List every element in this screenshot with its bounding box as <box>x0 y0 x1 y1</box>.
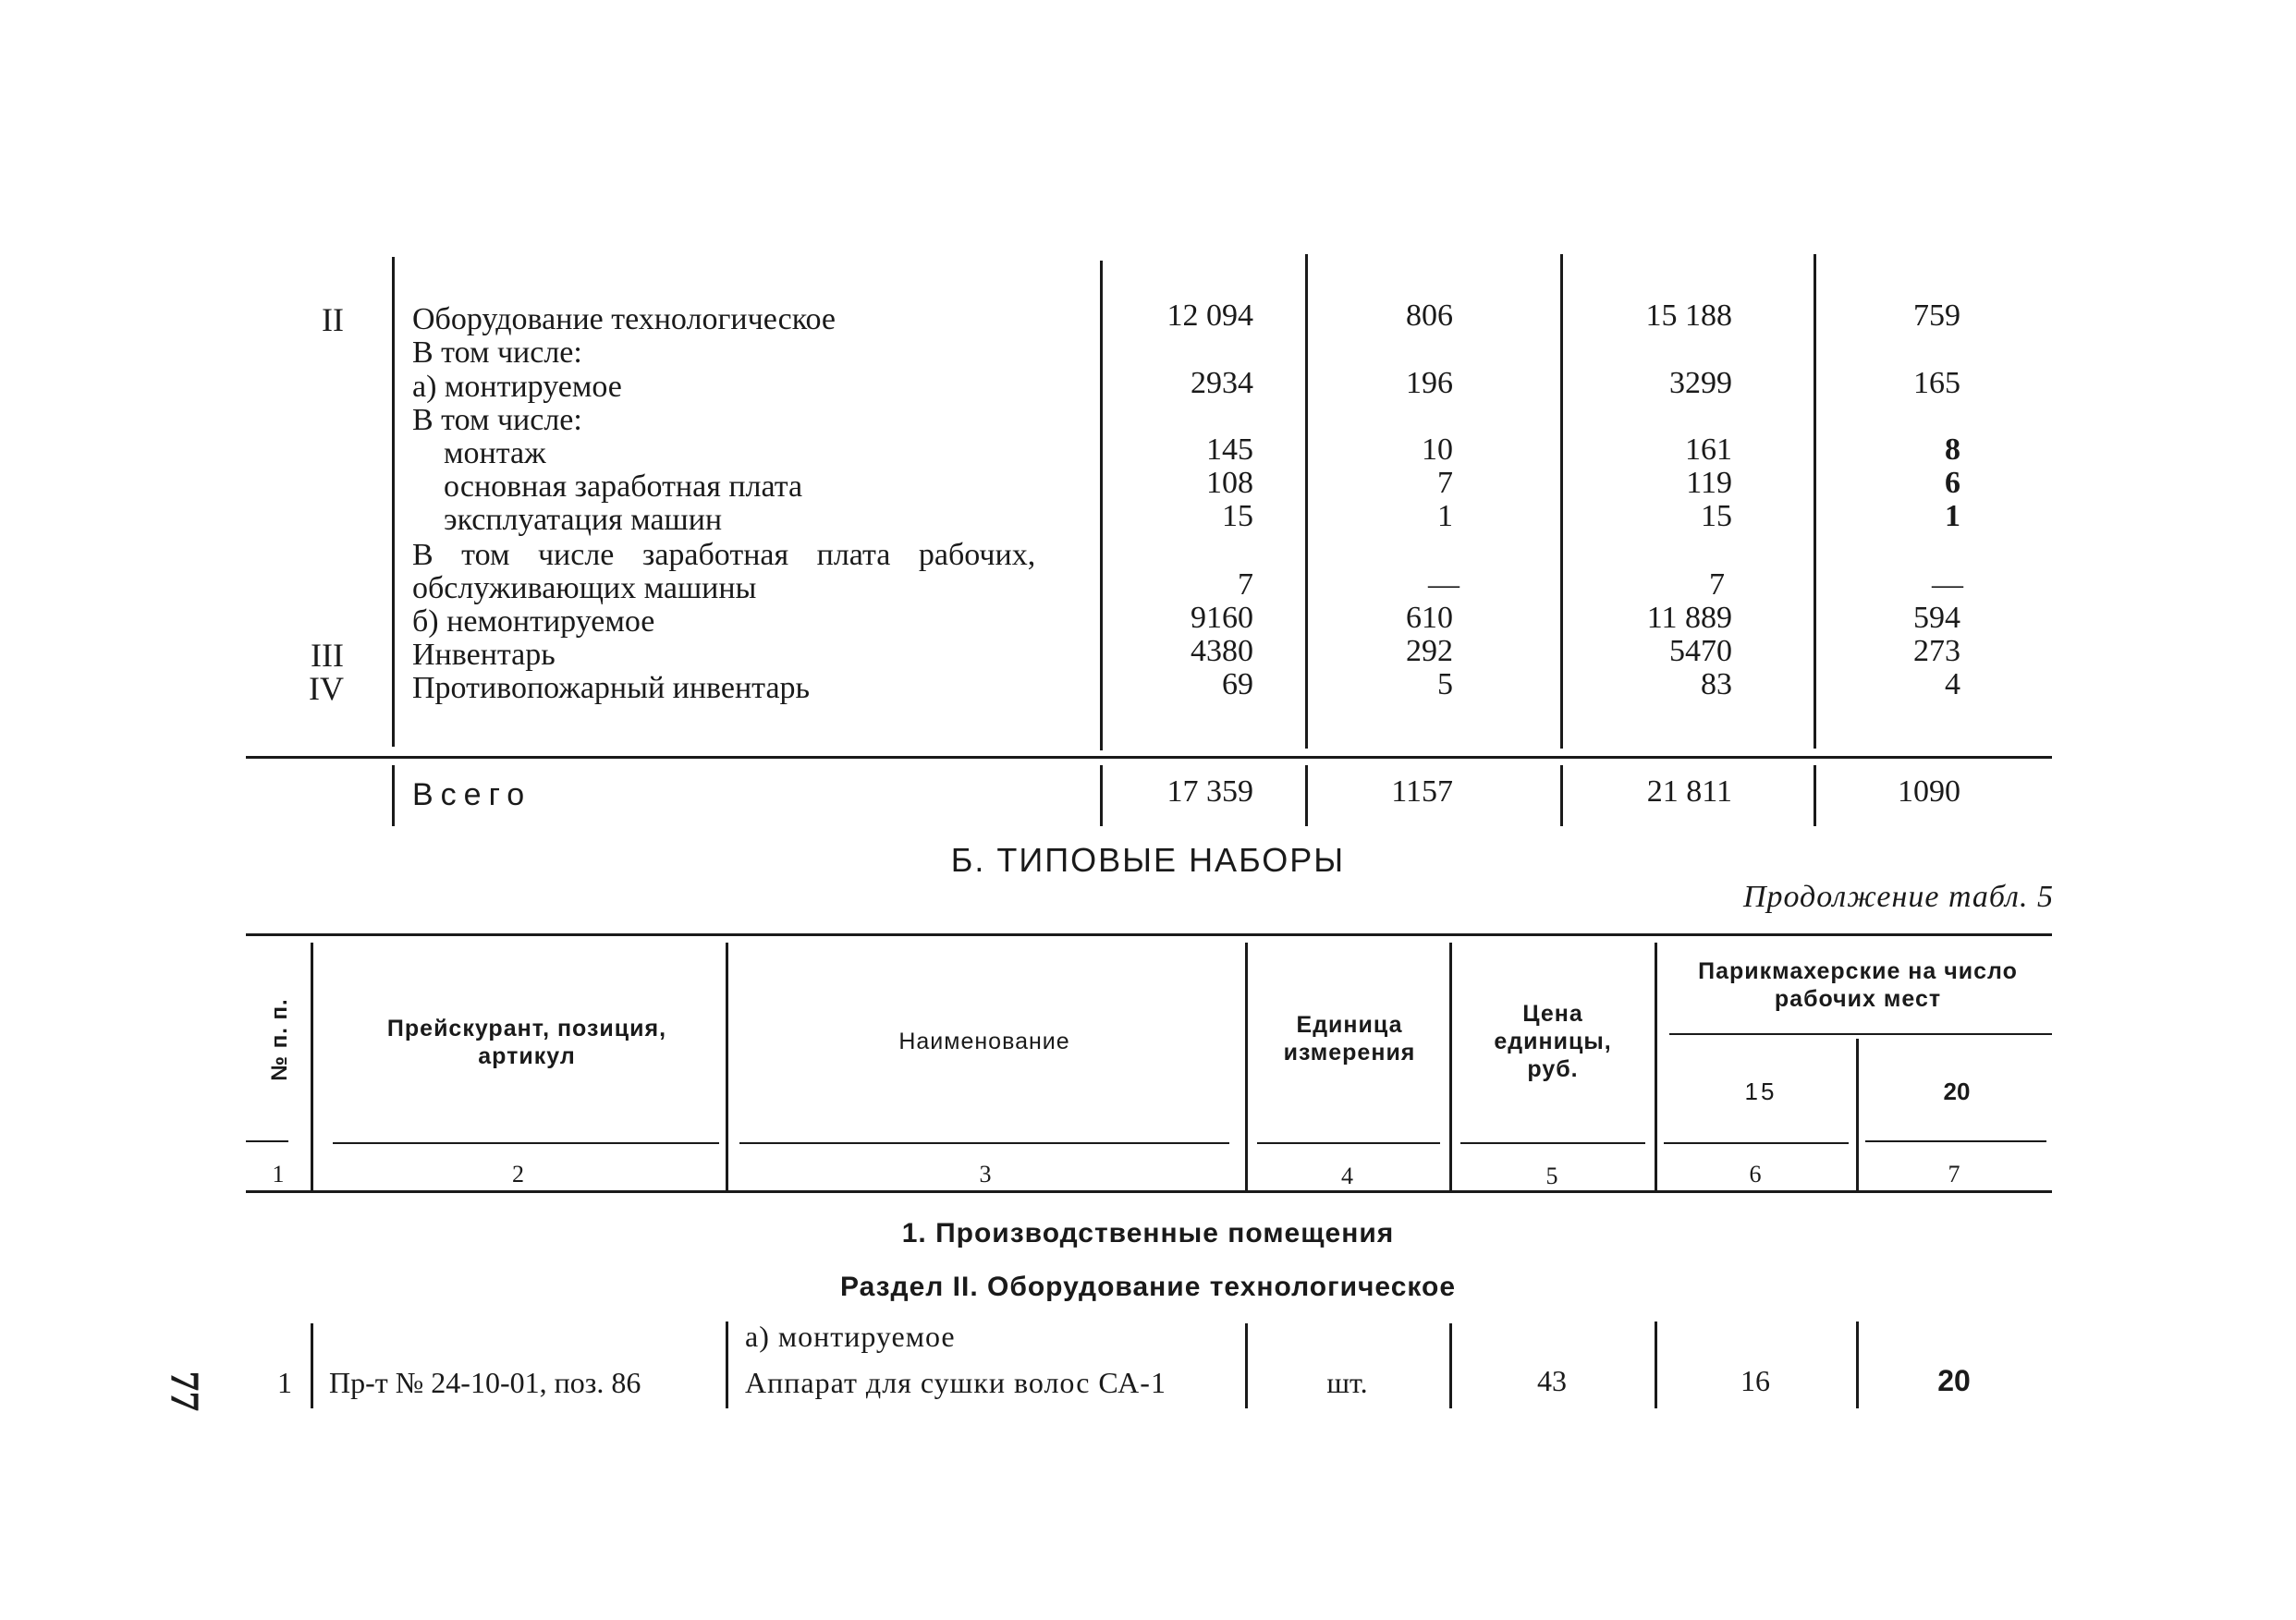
total-value-c4: 1090 <box>1898 774 1960 809</box>
row-label: основная заработная плата <box>444 469 803 504</box>
summary-vline-c3 <box>1560 254 1563 749</box>
row-label: Оборудование технологическое <box>412 302 837 336</box>
column-number: 2 <box>512 1161 524 1188</box>
item-vline-2 <box>726 1322 728 1408</box>
header-bottom-rule <box>246 1190 2052 1193</box>
row-value-c2: 7 <box>1437 466 1453 500</box>
row-value-c4: 6 <box>1945 466 1960 500</box>
row-value-c4: 273 <box>1913 634 1960 668</box>
header-inner-rule <box>1257 1142 1440 1144</box>
row-value-c3: 3299 <box>1669 366 1732 400</box>
item-qty-15: 16 <box>1740 1364 1770 1397</box>
row-label: монтаж <box>444 436 546 470</box>
summary-vline-c4 <box>1814 254 1816 749</box>
header-vline-2 <box>726 943 728 1190</box>
row-num: II <box>322 301 344 338</box>
row-value-c2: 10 <box>1422 432 1453 467</box>
row-value-c2: 610 <box>1406 601 1453 635</box>
row-value-c4: — <box>1932 567 1963 602</box>
subsection-heading: Раздел II. Оборудование технологическое <box>839 1272 1457 1302</box>
header-inner-rule <box>246 1140 288 1142</box>
total-vline-c4 <box>1814 765 1816 826</box>
column-number: 4 <box>1341 1163 1353 1189</box>
row-num: III <box>311 637 344 674</box>
row-value-c3: 11 889 <box>1646 601 1732 635</box>
row-value-c1: 108 <box>1206 466 1253 500</box>
header-group: Парикмахерские на число рабочих мест <box>1698 958 2018 1012</box>
row-value-c3: 7 <box>1709 567 1725 602</box>
row-label: Инвентарь <box>412 638 556 672</box>
row-label: В том числе заработная плата рабочих, <box>412 538 1036 572</box>
row-value-c2: 1 <box>1437 499 1453 533</box>
row-value-c1: 4380 <box>1191 634 1253 668</box>
header-top-rule <box>246 933 2052 936</box>
total-value-c3: 21 811 <box>1646 774 1732 809</box>
row-value-c1: 69 <box>1222 667 1253 701</box>
row-value-c2: 292 <box>1406 634 1453 668</box>
row-value-c3: 5470 <box>1669 634 1732 668</box>
item-name: Аппарат для сушки волос СА-1 <box>745 1366 1166 1399</box>
row-value-c3: 161 <box>1685 432 1732 467</box>
row-value-c3: 15 <box>1701 499 1732 533</box>
item-qty-20: 20 <box>1937 1364 1971 1397</box>
row-label: Противопожарный инвентарь <box>412 671 811 705</box>
header-inner-rule <box>739 1142 1229 1144</box>
row-value-c3: 119 <box>1686 466 1732 500</box>
row-num: IV <box>309 670 344 707</box>
group-rule <box>1669 1033 2052 1035</box>
row-value-c4: 4 <box>1945 667 1960 701</box>
row-value-c1: 2934 <box>1191 366 1253 400</box>
total-vline-c2 <box>1305 765 1308 826</box>
item-number: 1 <box>277 1366 292 1399</box>
total-vline-c3 <box>1560 765 1563 826</box>
row-value-c1: 15 <box>1222 499 1253 533</box>
header-col1: № п. п. <box>267 998 292 1081</box>
row-value-c1: 145 <box>1206 432 1253 467</box>
item-unit: шт. <box>1326 1366 1368 1399</box>
row-value-c1: 7 <box>1238 567 1253 602</box>
row-value-c4: 759 <box>1913 298 1960 333</box>
header-col5: Цена единицы, руб. <box>1494 1001 1612 1082</box>
total-label: Всего <box>412 777 532 812</box>
total-divider <box>246 756 2052 759</box>
row-value-c3: 83 <box>1701 667 1732 701</box>
header-col2: Прейскурант, позиция, артикул <box>386 1016 667 1069</box>
header-sub6: 15 <box>1744 1078 1777 1105</box>
summary-vline-label <box>392 257 395 747</box>
row-value-c2: — <box>1428 567 1459 602</box>
row-value-c4: 1 <box>1945 499 1960 533</box>
item-vline-1 <box>311 1323 313 1408</box>
row-value-c4: 8 <box>1945 432 1960 467</box>
row-value-c4: 165 <box>1913 366 1960 400</box>
header-col3: Наименование <box>898 1029 1070 1054</box>
column-number: 1 <box>272 1161 285 1188</box>
total-value-c2: 1157 <box>1391 774 1453 809</box>
row-label: В том числе: <box>412 403 582 437</box>
section-b-title: Б. ТИПОВЫЕ НАБОРЫ <box>950 841 1346 879</box>
section-heading: 1. Производственные помещения <box>901 1218 1395 1248</box>
header-vline-1 <box>311 943 313 1190</box>
summary-vline-c2 <box>1305 254 1308 749</box>
row-label: а) монтируемое <box>412 370 622 404</box>
page-number: 77 <box>162 1370 208 1412</box>
row-value-c2: 196 <box>1406 366 1453 400</box>
column-number: 7 <box>1948 1161 1960 1188</box>
header-inner-rule <box>333 1142 719 1144</box>
header-vline-3 <box>1245 943 1248 1190</box>
item-price: 43 <box>1537 1364 1567 1397</box>
summary-vline-c1 <box>1100 261 1103 750</box>
header-col4: Единица измерения <box>1283 1012 1416 1066</box>
column-number: 5 <box>1545 1163 1558 1189</box>
header-vline-4 <box>1449 943 1452 1190</box>
total-vline-label <box>392 765 395 826</box>
column-number: 3 <box>979 1161 992 1188</box>
row-value-c1: 12 094 <box>1166 298 1253 333</box>
row-value-c3: 15 188 <box>1645 298 1732 333</box>
total-vline-c1 <box>1100 765 1103 826</box>
row-value-c4: 594 <box>1913 601 1960 635</box>
header-sub7: 20 <box>1943 1078 1971 1105</box>
item-price-list: Пр-т № 24-10-01, поз. 86 <box>329 1366 641 1399</box>
header-vline-5 <box>1655 943 1657 1190</box>
row-label: б) немонтируемое <box>412 604 655 639</box>
row-label: обслуживающих машины <box>412 571 757 605</box>
row-value-c2: 5 <box>1437 667 1453 701</box>
header-inner-rule <box>1664 1142 1849 1144</box>
total-value-c1: 17 359 <box>1166 774 1253 809</box>
row-label: эксплуатация машин <box>444 503 723 537</box>
header-inner-rule <box>1460 1142 1645 1144</box>
continuation-note: Продолжение табл. 5 <box>1742 880 2054 914</box>
item-subtype: а) монтируемое <box>745 1320 956 1353</box>
row-value-c1: 9160 <box>1191 601 1253 635</box>
header-inner-rule <box>1865 1140 2046 1142</box>
row-value-c2: 806 <box>1406 298 1453 333</box>
row-label: В том числе: <box>412 335 582 370</box>
column-number: 6 <box>1749 1161 1762 1188</box>
